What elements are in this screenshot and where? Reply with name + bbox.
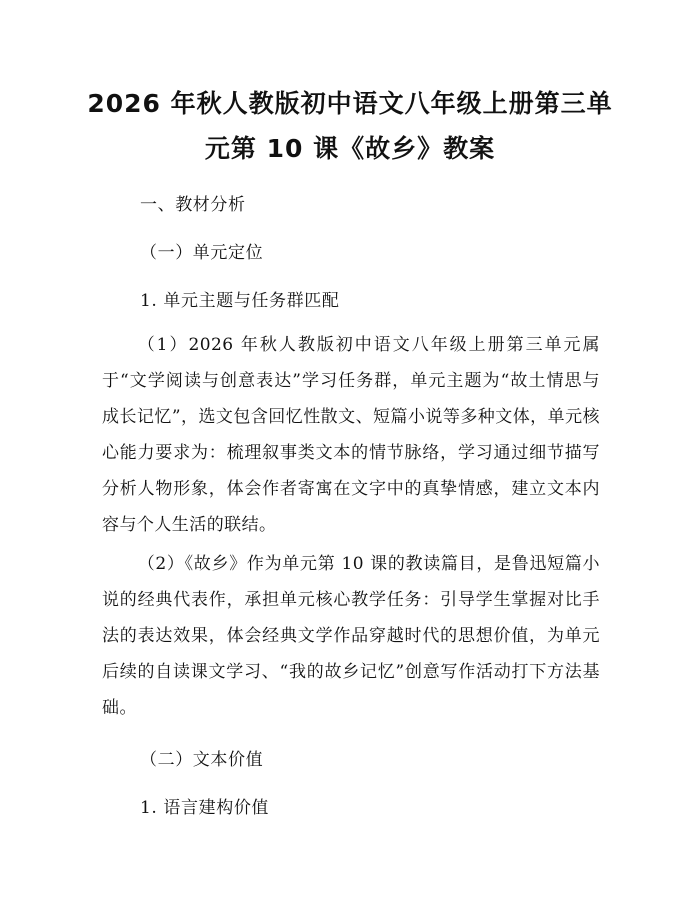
paragraph-2: （2）《故乡》作为单元第 10 课的教读篇目，是鲁迅短篇小说的经典代表作，承担单元核心教学任务：引导学生掌握对比手法的表达效果，体会经典文学作品穿越时代的思想价值，为单元后续的自读课文学习、“我的故乡记忆”创意写作活动打下方法基础。 [102,554,600,718]
paragraph-1: （1）2026 年秋人教版初中语文八年级上册第三单元属于“文学阅读与创意表达”学习任务群，单元主题为“故土情思与成长记忆”，选文包含回忆性散文、短篇小说等多种文体，单元核心能力要求为：梳理叙事类文本的情节脉络，学习通过细节描写分析人物形象，体会作者寄寓在文字中的真挚情感，建立文本内容与个人生活的联结。 [102,335,600,535]
document-title-line-1: 2026 年秋人教版初中语文八年级上册第三单 [87,89,613,118]
subsection-heading: （二）文本价值 [140,750,264,770]
document-title-line-2: 元第 10 课《故乡》教案 [204,134,496,163]
section-heading: 一、教材分析 [140,195,246,215]
subsection-heading: （一）单元定位 [140,243,264,263]
item-heading: 1. 单元主题与任务群匹配 [140,291,340,311]
item-heading: 1. 语言建构价值 [140,798,270,818]
